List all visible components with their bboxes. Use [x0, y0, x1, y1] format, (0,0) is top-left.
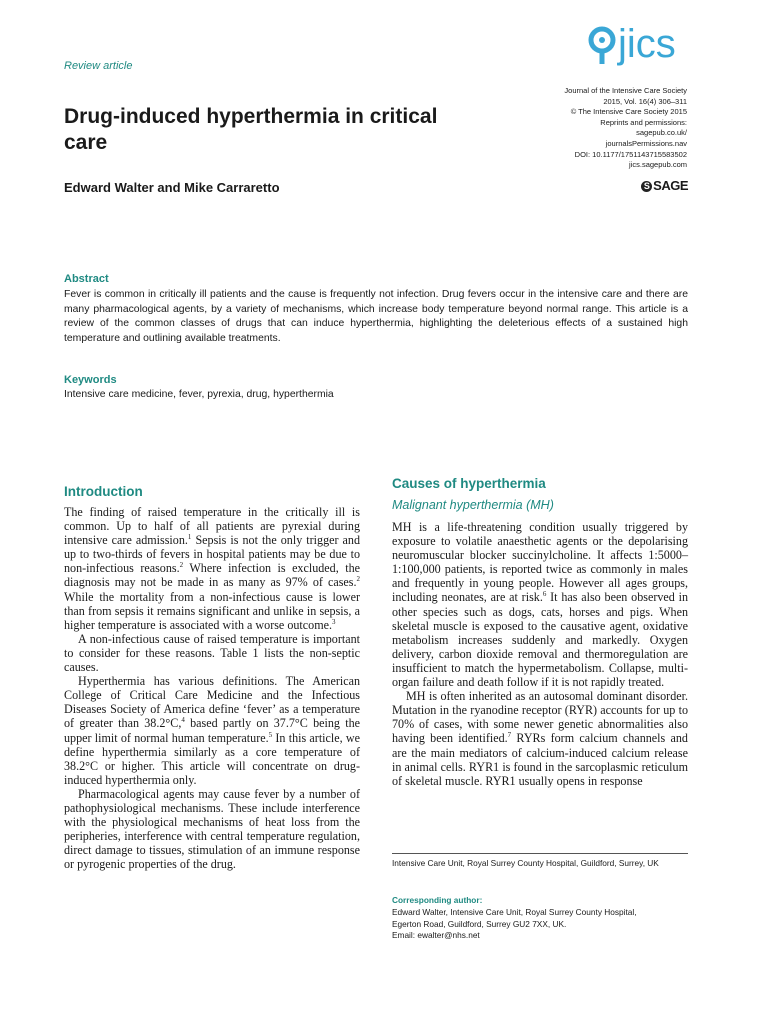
journal-name: Journal of the Intensive Care Society	[564, 86, 687, 95]
affiliation: Intensive Care Unit, Royal Surrey County Hospital, Guildford, Surrey, UK	[392, 858, 659, 868]
reprints-url-2[interactable]: journalsPermissions.nav	[605, 138, 687, 148]
sage-circle-icon: S	[641, 181, 652, 192]
doi-line[interactable]: DOI: 10.1177/1751143715583502	[574, 149, 687, 159]
causes-heading: Causes of hyperthermia	[392, 476, 546, 491]
intro-paragraph-1: The finding of raised temperature in the critically ill is common. Up to half of all patients are pyrexial during intensive care admission.$^1$ Sepsis is not the only trigger and up to two-thirds of fevers in hospital patients may be due to non-infectious reasons.$^2$ Where infection is excluded, the diagnosis may not be made in as many as 97% of cases.$^2$ While the mortality from a non-infectious cause is lower than from sepsis it remains significant and unlike in sepsis, a higher temperature is associated with a worse outcome.$^3$	[64, 505, 360, 632]
abstract-text: Fever is common in critically ill patients and the cause is frequently not infection. Drug fevers occur in the intensive care and there are many pharmacological agents, by a variety of mechanisms, which increase body temperature beyond normal range. This article is a review of the common classes of drugs that can induce hyperthermia, highlighting the deleterious effects of a sustained high temperature and outlining available treatments.	[64, 289, 688, 344]
intro-paragraph-3: Hyperthermia has various definitions. The American College of Critical Care Medicine and the Infectious Diseases Society of America define ‘fever’ as a temperature of greater than 38.2°C,$^4$ based partly on 37.7°C being the upper limit of normal human temperature.$^5$ In this article, we define hyperthermia similarly as a core temperature of 38.2°C or higher. This article will concentrate on drug-induced hyperthermia only.	[64, 674, 361, 787]
intro-paragraph-4: Pharmacological agents may cause fever by a number of pathophysiological mechanisms. These include interference with the physiological mechanisms of heat loss from the peripheries, interference with central temperature regulation, direct damage to tissues, stimulation of an immune response or pyrogenic properties of the drug.	[64, 786, 360, 872]
article-title: Drug-induced hyperthermia in critical care	[64, 105, 438, 154]
corresponding-line-1: Edward Walter, Intensive Care Unit, Royal Surrey County Hospital,	[392, 907, 637, 917]
corresponding-author-details	[392, 907, 692, 942]
journal-metadata	[487, 86, 687, 171]
citation[interactable]: 2	[356, 575, 360, 584]
article-type-label: Review article	[64, 60, 133, 72]
sage-logo-text: SAGE	[653, 178, 688, 193]
citation[interactable]: 6	[542, 590, 547, 599]
corresponding-line-2: Egerton Road, Guildford, Surrey GU2 7XX, UK.	[392, 918, 567, 929]
journal-volume: 2015, Vol. 16(4) 306–311	[603, 96, 687, 106]
journal-url[interactable]: jics.sagepub.com	[629, 160, 687, 170]
reprints-url-1[interactable]: sagepub.co.uk/	[636, 128, 687, 138]
copyright-line: © The Intensive Care Society 2015	[570, 107, 687, 117]
introduction-heading: Introduction	[64, 484, 143, 499]
citation[interactable]: 7	[507, 731, 512, 740]
mh-paragraph-1: MH is a life-threatening condition usually triggered by exposure to volatile anaesthetic agents or the depolarising neuromuscular blocker succinylcholine. It affects 1:5000–1:100,000 patients, is reported twice as commonly in males and frequently in young people. However all ages groups, including neonates, are at risk.$^6$ It has also been observed in other species such as dogs, cats, horses and pigs. When skeletal muscle is exposed to the causative agent, oxidative metabolism increases suddenly and markedly. Oxygen delivery, carbon dioxide removal and thermoregulation are insufficient to match the hypermetabolism. Collapse, multi-organ failure and death follow if it is not rapidly treated.	[392, 520, 689, 690]
reprints-line: Reprints and permissions:	[600, 117, 687, 127]
article-authors: Edward Walter and Mike Carraretto	[64, 180, 280, 195]
mh-paragraph-2: MH is often inherited as an autosomal dominant disorder. Mutation in the ryanodine receptor (RYR) accounts for up to 70% of cases, with some newer genetic abnormalities also having been identified.$^7$ RYRs form calcium channels and are the main mediators of calcium-induced calcium release in animal cells. RYR1 is found in the sarcoplasmic reticulum of skeletal muscle. RYR1 usually opens in response	[392, 689, 688, 788]
abstract-heading: Abstract	[64, 273, 109, 285]
left-column	[64, 505, 360, 871]
right-column	[392, 520, 688, 788]
mh-subheading: Malignant hyperthermia (MH)	[392, 498, 554, 512]
intro-paragraph-2: A non-infectious cause of raised temperature is important to consider for these reasons. Table 1 lists the non-septic causes.	[64, 631, 360, 675]
footnote-divider	[392, 853, 688, 854]
keywords-text: Intensive care medicine, fever, pyrexia, drug, hyperthermia	[64, 389, 334, 400]
keywords-heading: Keywords	[64, 374, 117, 386]
corresponding-author-heading: Corresponding author:	[392, 895, 483, 905]
sage-logo	[641, 178, 688, 193]
corresponding-email[interactable]: Email: ewalter@nhs.net	[392, 930, 480, 940]
citation[interactable]: 2	[179, 561, 184, 570]
citation[interactable]: 3	[332, 617, 336, 626]
citation[interactable]: 4	[181, 716, 185, 725]
citation[interactable]: 5	[268, 730, 273, 739]
jics-logo-text: jics	[618, 22, 676, 66]
citation[interactable]: 1	[187, 533, 192, 542]
